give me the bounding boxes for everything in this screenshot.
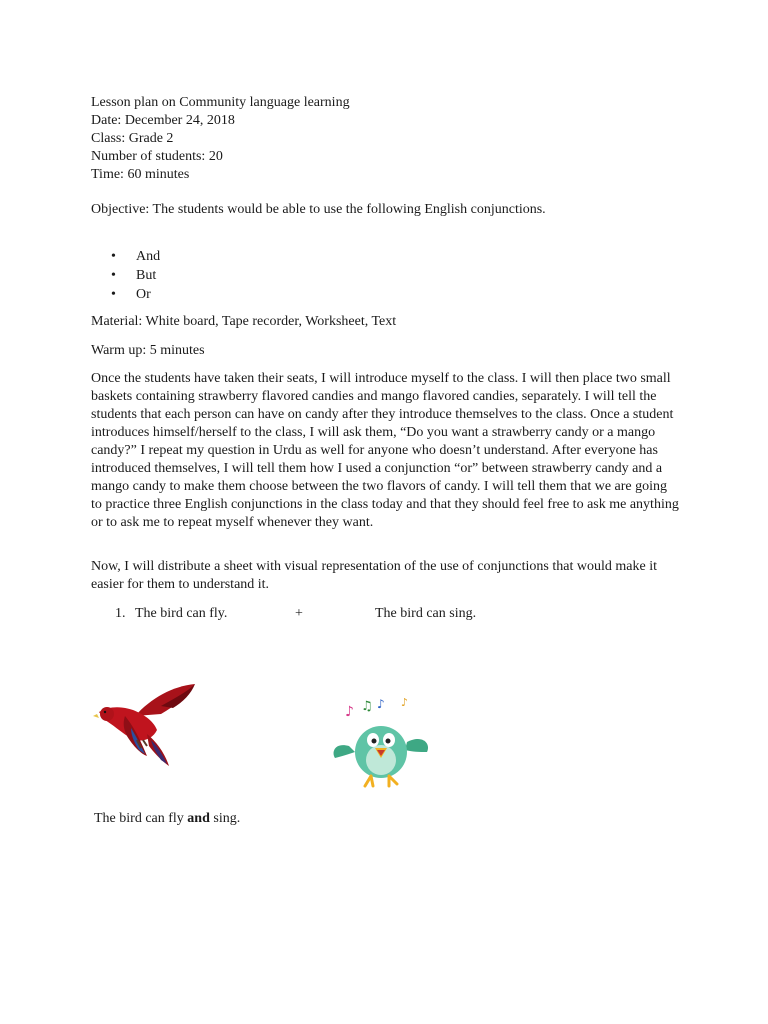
svg-text:♪: ♪ — [377, 697, 385, 711]
worksheet-paragraph: Now, I will distribute a sheet with visual representation of the use of conjunctions that would make it easier for them to understand it. — [91, 559, 657, 592]
lesson-header — [91, 94, 691, 184]
list-item: • Or — [111, 287, 151, 302]
example-caption: The bird can fly and sing. — [94, 811, 241, 826]
lesson-time: Time: 60 minutes — [91, 167, 190, 182]
plus-sign: + — [295, 606, 303, 621]
conjunction-list — [111, 247, 160, 304]
bullet-icon: • — [111, 268, 116, 283]
example-sentence-right: The bird can sing. — [375, 606, 477, 621]
flying-parrot-icon — [91, 658, 203, 786]
conjunction-highlight: and — [187, 811, 210, 826]
lesson-date: Date: December 24, 2018 — [91, 113, 235, 128]
list-item: • And — [111, 249, 161, 264]
warmup-text: Warm up: 5 minutes — [91, 343, 205, 358]
bullet-icon: • — [111, 249, 116, 264]
music-notes-icon — [345, 696, 408, 720]
material-text: Material: White board, Tape recorder, Worksheet, Text — [91, 314, 397, 329]
svg-text:♫: ♫ — [361, 699, 373, 714]
list-item: • But — [111, 268, 157, 283]
lesson-class: Class: Grade 2 — [91, 131, 174, 146]
lesson-students: Number of students: 20 — [91, 149, 223, 164]
svg-text:♪: ♪ — [345, 704, 354, 720]
example-sentence-left: The bird can fly. — [135, 606, 228, 621]
singing-bird-icon — [329, 696, 433, 792]
svg-text:♪: ♪ — [401, 696, 409, 709]
warmup-paragraph: Once the students have taken their seats, I will introduce myself to the class. I will then place two small baskets containing strawberry flavored candies and mango flavored candies, separately. I will tell the students that each person can have on candy after they introduce themselves to the class. Once a student introduces himself/herself to the class, I will ask them, “Do you want a strawberry candy or a mango candy?” I repeat my question in Urdu as well for anyone who doesn’t understand. After everyone has introduced themselves, I will tell them how I used a conjunction “or” between strawberry candy and a mango candy to make them choose between the two flavors of candy. I will tell them that we are going to practice three English conjunctions in the class today and that they should feel free to ask me anything or to ask me to repeat myself whenever they want. — [91, 371, 679, 530]
list-number: 1. — [115, 606, 126, 621]
lesson-title: Lesson plan on Community language learning — [91, 95, 350, 110]
bullet-icon: • — [111, 287, 116, 302]
objective-text: Objective: The students would be able to use the following English conjunctions. — [91, 202, 546, 217]
